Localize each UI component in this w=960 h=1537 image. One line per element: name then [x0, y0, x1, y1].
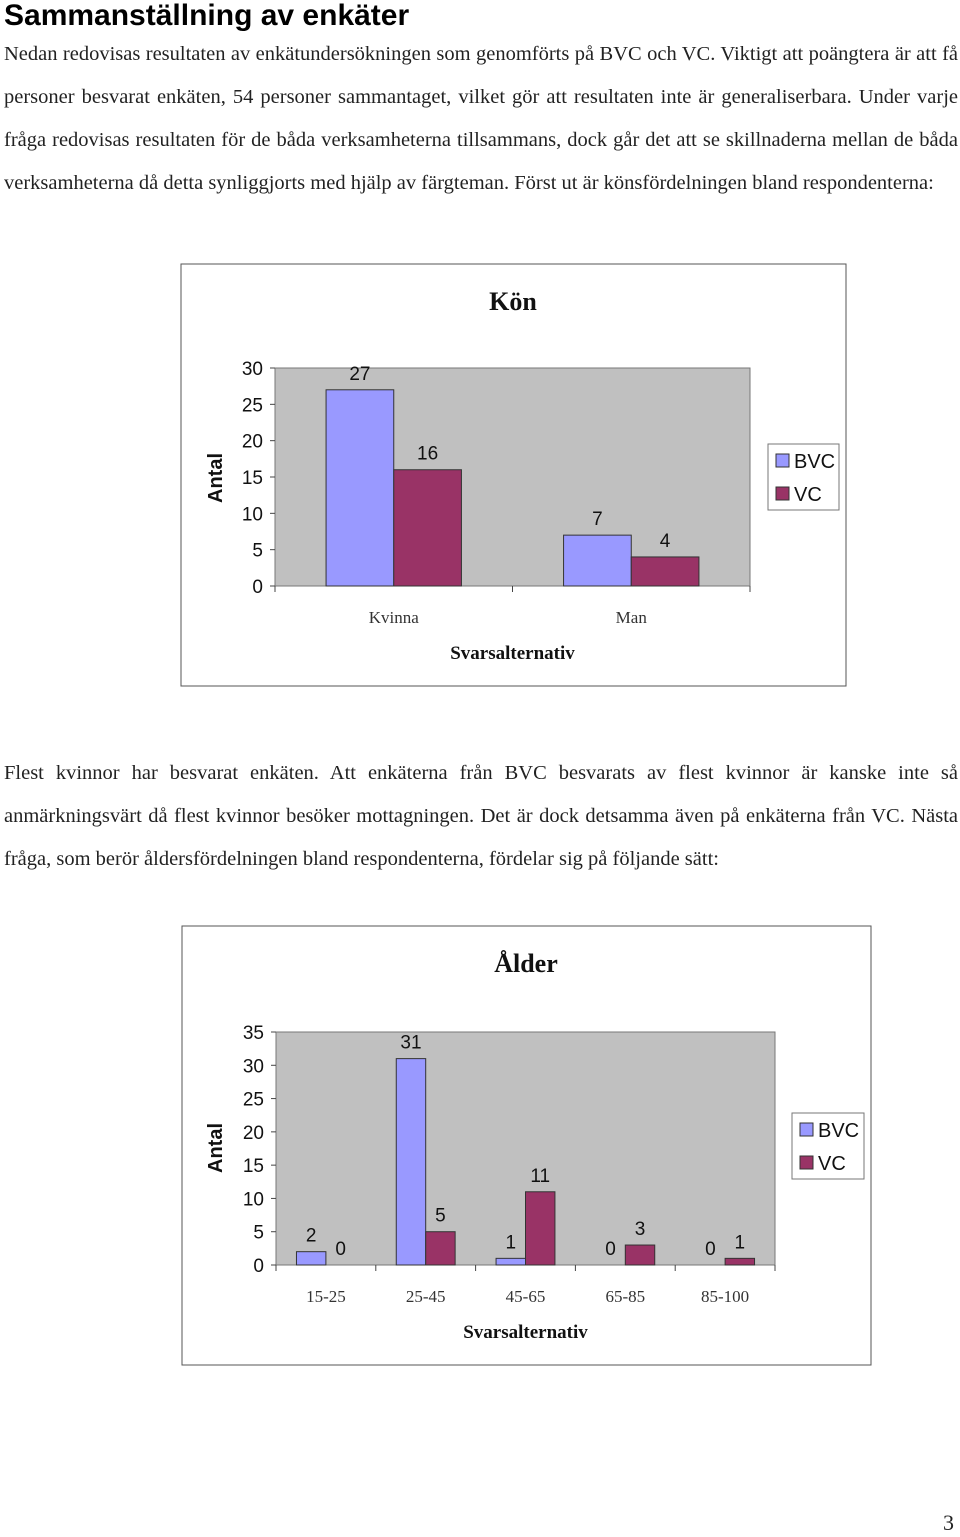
y-tick-label: 20 [241, 431, 263, 453]
legend-label-vc: VC [818, 1153, 846, 1175]
gender-discussion-paragraph: Flest kvinnor har besvarat enkäten. Att enkäterna från BVC besvarats av flest kvinnor är kanske inte så anmärkningsvärt då flest kvinnor besöker mottagningen. Det är dock detsamma även på enkäterna från VC. Nästa fråga, som berör åldersfördelningen bland respondenterna, fördelar sig på följande sätt: [4, 762, 958, 870]
data-label: 1 [734, 1232, 746, 1254]
y-tick-label: 5 [253, 1222, 264, 1244]
data-label: 0 [605, 1239, 616, 1260]
data-label: 0 [335, 1239, 346, 1260]
legend-swatch-bvc [800, 1123, 813, 1136]
data-label: 11 [530, 1165, 551, 1187]
y-tick-label: 35 [242, 1023, 264, 1044]
y-tick-label: 10 [242, 1189, 264, 1211]
page-number: 3 [943, 1510, 954, 1535]
x-category-label: Kvinna [368, 608, 419, 627]
data-label: 0 [705, 1239, 716, 1260]
intro-paragraph: Nedan redovisas resultaten av enkätundersökningen som genomförts på BVC och VC. Viktigt att poängtera är att få personer besvarat enkäten, 54 personer sammantaget, vilket gör att resultaten inte är generaliserbara. Under varje fråga redovisas resultaten för de båda verksamheterna tillsammans, dock går det att se skillnaderna mellan de båda verksamheterna då detta synliggjorts med hjälp av färgteman. Först ut är könsfördelningen bland respondenterna: [4, 43, 958, 194]
y-tick-label: 15 [241, 468, 263, 489]
chart-title: Ålder [494, 949, 558, 978]
x-category-label: 45-65 [505, 1287, 546, 1306]
bar-vc [725, 1258, 754, 1265]
data-label: 5 [435, 1205, 446, 1227]
y-tick-label: 25 [242, 1089, 264, 1111]
y-tick-label: 0 [253, 1256, 264, 1277]
x-category-label: 85-100 [701, 1287, 750, 1306]
data-label: 1 [505, 1232, 517, 1254]
x-category-label: Man [615, 608, 647, 627]
x-category-label: 25-45 [405, 1287, 446, 1306]
legend-label-bvc: BVC [794, 451, 836, 473]
y-tick-label: 0 [252, 577, 263, 598]
y-tick-label: 30 [242, 1056, 264, 1078]
bar-bvc [296, 1252, 325, 1265]
y-tick-label: 25 [241, 395, 263, 417]
legend-label-vc: VC [794, 484, 822, 506]
legend-label-bvc: BVC [818, 1120, 860, 1142]
data-label: 4 [659, 530, 671, 552]
x-axis-title: Svarsalternativ [450, 643, 575, 664]
data-label: 3 [634, 1219, 646, 1241]
data-label: 7 [592, 509, 603, 531]
bar-vc [426, 1232, 455, 1265]
y-tick-label: 5 [252, 540, 263, 562]
x-category-label: 15-25 [306, 1287, 346, 1306]
y-axis-title: Antal [205, 453, 227, 503]
y-tick-label: 20 [242, 1122, 264, 1144]
x-axis-title: Svarsalternativ [463, 1322, 588, 1343]
bar-bvc [496, 1258, 525, 1265]
legend-swatch-vc [800, 1156, 813, 1169]
bar-vc [625, 1245, 654, 1265]
y-tick-label: 10 [241, 504, 263, 526]
y-tick-label: 15 [242, 1156, 264, 1178]
data-label: 16 [417, 443, 439, 465]
chart-title: Kön [489, 287, 537, 316]
page-heading: Sammanställning av enkäter [4, 0, 410, 32]
y-axis-title: Antal [205, 1123, 227, 1173]
data-label: 2 [305, 1225, 317, 1247]
data-label: 27 [349, 363, 371, 385]
y-tick-label: 30 [241, 359, 263, 380]
bar-vc [526, 1192, 555, 1265]
bar-bvc [396, 1059, 425, 1265]
x-category-label: 65-85 [605, 1287, 646, 1306]
data-label: 31 [400, 1032, 422, 1054]
